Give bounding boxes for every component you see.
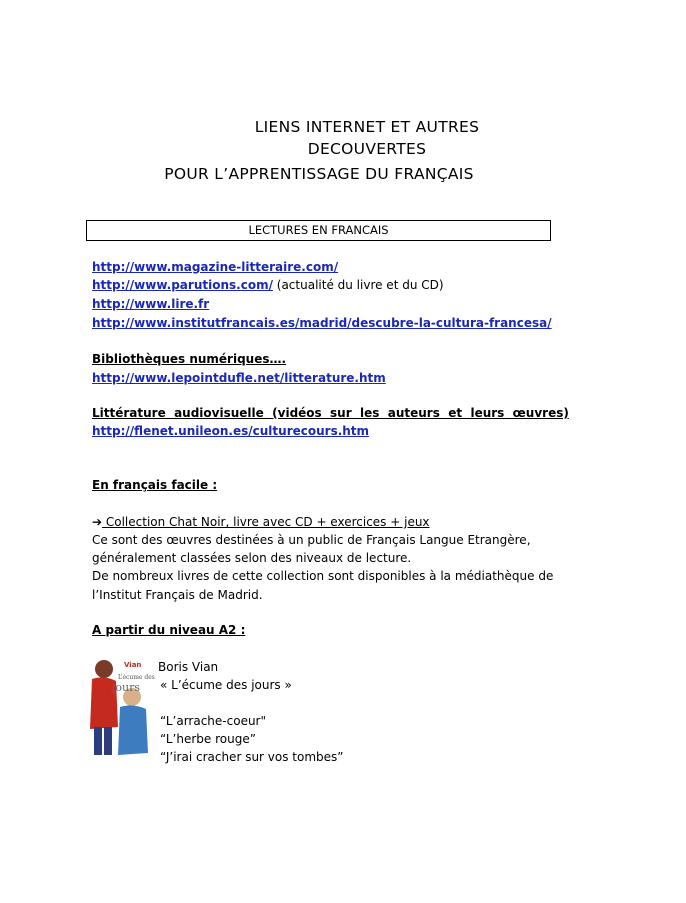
facile-heading: En français facile : (92, 478, 218, 492)
facile-desc-1: Ce sont des œuvres destinées à un public de Français Langue Etrangère, (92, 533, 531, 547)
book-herbe-rouge: “L’herbe rouge” (160, 732, 256, 746)
link-magazine[interactable]: http://www.magazine-litteraire.com/ (92, 260, 339, 274)
link-line-institut (92, 314, 552, 332)
figure-body-blue (118, 705, 148, 755)
book-irai-cracher: “J’irai cracher sur vos tombes” (160, 750, 344, 764)
book-cover-illustration (88, 657, 155, 760)
link-parutions[interactable]: http://www.parutions.com/ (92, 278, 273, 292)
niveau-a2-heading: A partir du niveau A2 : (92, 623, 246, 637)
facile-desc-4: l’Institut Français de Madrid. (92, 588, 263, 602)
collection-line (92, 513, 430, 531)
litterature-heading: Littérature audiovisuelle (vidéos sur les auteurs et leurs œuvres) (92, 406, 569, 420)
arrow-right-icon: ➔ (92, 515, 103, 529)
link-lepointdufle[interactable]: http://www.lepointdufle.net/litterature.htm (92, 371, 386, 385)
link-flenet[interactable]: http://flenet.unileon.es/culturecours.htm (92, 424, 370, 438)
book-ecume-des-jours: « L’écume des jours » (160, 678, 292, 692)
author-boris-vian: Boris Vian (158, 660, 219, 674)
bibliotheques-heading: Bibliothèques numériques…. (92, 352, 287, 366)
link-line-parutions (92, 276, 444, 294)
facile-desc-2: généralement classées selon des niveaux de lecture. (92, 551, 412, 565)
cover-text-title: L’écume des (118, 674, 155, 681)
section-box-lectures: LECTURES EN FRANCAIS (86, 220, 551, 241)
figure-head-left (95, 660, 113, 678)
link-line-flenet (92, 422, 369, 440)
facile-desc-3: De nombreux livres de cette collection sont disponibles à la médiathèque de (92, 569, 554, 583)
book-cover-image (88, 657, 155, 760)
link-institut[interactable]: http://www.institutfrancais.es/madrid/descubre-la-cultura-francesa/ (92, 316, 552, 330)
link-line-lire (92, 295, 209, 313)
book-arrache-coeur: “L’arrache-coeur" (160, 714, 267, 728)
link-line-magazine (92, 258, 338, 276)
collection-text: Collection Chat Noir, livre avec CD + exercices + jeux (102, 515, 430, 529)
parutions-note: (actualité du livre et du CD) (272, 278, 444, 292)
title-line-2: DECOUVERTES (307, 140, 427, 158)
title-line-1: LIENS INTERNET ET AUTRES (254, 118, 480, 136)
title-line-3: POUR L’APPRENTISSAGE DU FRANÇAIS (164, 165, 474, 183)
link-lire[interactable]: http://www.lire.fr (92, 297, 210, 311)
cover-text-jours: jours (112, 681, 141, 694)
link-line-lepointdufle (92, 369, 386, 387)
cover-text-author: Vian (124, 661, 142, 669)
